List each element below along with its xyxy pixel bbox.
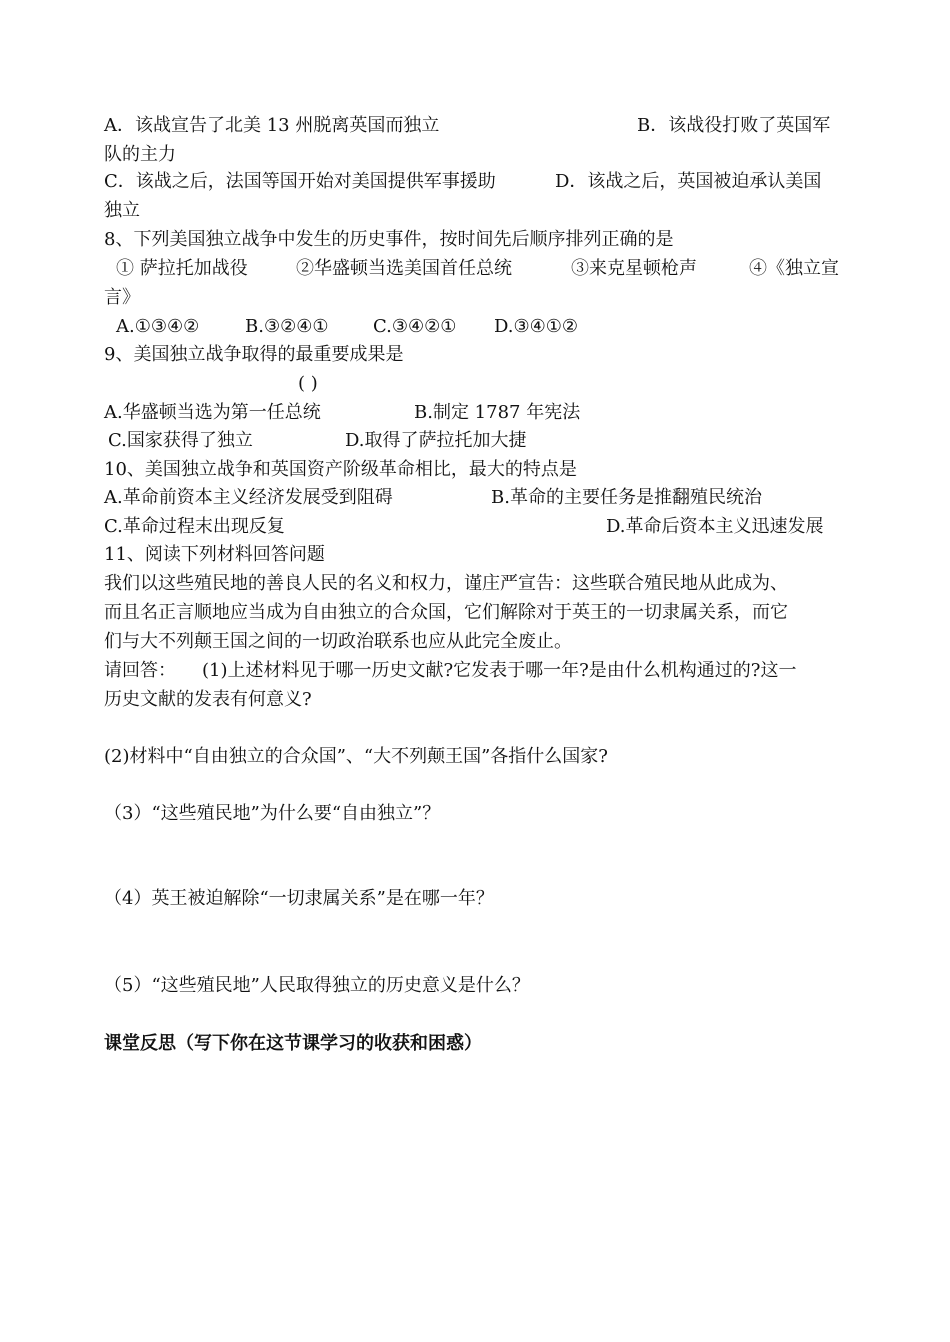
q9-option-a: A.华盛顿当选为第一任总统 (104, 402, 321, 423)
q8-item-4: ④《独立宣 (749, 258, 839, 279)
q8-item-4-continued: 言》 (104, 287, 140, 308)
q10-option-c: C.革命过程末出现反复 (104, 516, 285, 537)
q7-option-c: C．该战之后，法国等国开始对美国提供军事援助 (104, 171, 496, 192)
q10-option-b: B.革命的主要任务是推翻殖民统治 (491, 487, 762, 508)
q9-option-b: B.制定 1787 年宪法 (414, 402, 581, 423)
q11-stem: 11、阅读下列材料回答问题 (104, 544, 325, 565)
q7-option-b-continued: 队的主力 (104, 144, 176, 165)
q7-option-b: B．该战役打败了英国军 (637, 115, 831, 136)
q8-option-a: A.①③④② (116, 316, 200, 337)
q8-item-1: ① 萨拉托加战役 (116, 258, 248, 279)
q10-option-d: D.革命后资本主义迅速发展 (606, 516, 824, 537)
q11-subquestion-1: (1)上述材料见于哪一历史文献?它发表于哪一年?是由什么机构通过的?这一 (202, 660, 797, 681)
q8-option-c: C.③④②① (373, 316, 457, 337)
q8-stem: 8、下列美国独立战争中发生的历史事件，按时间先后顺序排列正确的是 (104, 229, 674, 250)
q7-option-d: D．该战之后，英国被迫承认美国 (555, 171, 822, 192)
q11-subquestion-1-continued: 历史文献的发表有何意义? (104, 689, 312, 710)
q7-option-d-continued: 独立 (104, 200, 140, 221)
q11-material-line-1: 我们以这些殖民地的善良人民的名义和权力，谨庄严宣告：这些联合殖民地从此成为、 (104, 573, 788, 594)
q11-ask-label: 请回答： (104, 660, 176, 681)
q7-option-a: A．该战宣告了北美 13 州脱离英国而独立 (104, 115, 440, 136)
q9-option-c: C.国家获得了独立 (108, 430, 253, 451)
q9-answer-bracket: ( ) (298, 373, 318, 394)
q11-subquestion-3: （3）“这些殖民地”为什么要“自由独立”？ (104, 803, 441, 824)
q10-option-a: A.革命前资本主义经济发展受到阻碍 (104, 487, 393, 508)
q11-material-line-3: 们与大不列颠王国之间的一切政治联系也应从此完全废止。 (104, 631, 572, 652)
q11-subquestion-5: （5）“这些殖民地”人民取得独立的历史意义是什么？ (104, 975, 530, 996)
q11-subquestion-4: （4）英王被迫解除“一切隶属关系”是在哪一年？ (104, 888, 494, 909)
q9-option-d: D.取得了萨拉托加大捷 (345, 430, 527, 451)
q11-material-line-2: 而且名正言顺地应当成为自由独立的合众国，它们解除对于英王的一切隶属关系，而它 (104, 602, 788, 623)
q8-option-d: D.③④①② (494, 316, 579, 337)
q11-subquestion-2: (2)材料中“自由独立的合众国”、“大不列颠王国”各指什么国家? (104, 746, 608, 767)
reflection-heading: 课堂反思（写下你在这节课学习的收获和困惑） (104, 1033, 482, 1054)
q8-item-3: ③来克星顿枪声 (571, 258, 697, 279)
q10-stem: 10、美国独立战争和英国资产阶级革命相比，最大的特点是 (104, 459, 577, 480)
q9-stem: 9、美国独立战争取得的最重要成果是 (104, 344, 404, 365)
q8-option-b: B.③②④① (245, 316, 329, 337)
q8-item-2: ②华盛顿当选美国首任总统 (296, 258, 512, 279)
